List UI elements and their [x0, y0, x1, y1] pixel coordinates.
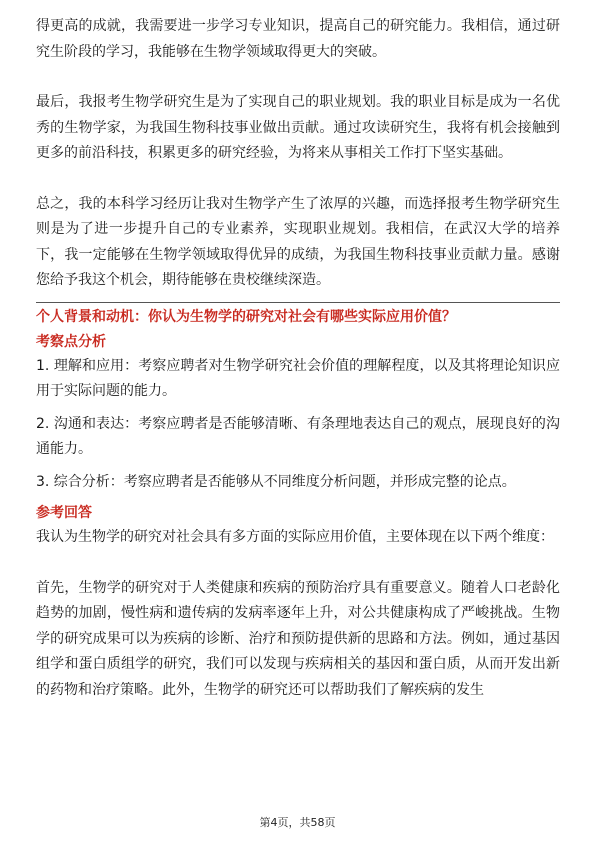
intro-paragraph-3: 总之，我的本科学习经历让我对生物学产生了浓厚的兴趣，而选择报考生物学研究生则是为了进一步提升自己的专业素养，实现职业规划。我相信，在武汉大学的培养下，我一定能够在生物学领域取得优异的成绩，为我国生物科技事业贡献力量。感谢您给予我这个机会，期待能够在贵校继续深造。	[36, 195, 560, 288]
intro-paragraph-2: 最后，我报考生物学研究生是为了实现自己的职业规划。我的职业目标是成为一名优秀的生物学家，为我国生物科技事业做出贡献。通过攻读研究生，我将有机会接触到更多的前沿科技，积累更多的研究经验，为将来从事相关工作打下坚实基础。	[36, 94, 560, 161]
analysis-item-2: 2. 沟通和表达：考察应聘者是否能够清晰、有条理地表达自己的观点，展现良好的沟通能力。	[36, 415, 560, 457]
answer-paragraph-2: 首先，生物学的研究对于人类健康和疾病的预防治疗具有重要意义。随着人口老龄化趋势的加剧，慢性病和遗传病的发病率逐年上升，对公共健康构成了严峻挑战。生物学的研究成果可以为疾病的诊断、治疗和预防提供新的思路和方法。例如，通过基因组学和蛋白质组学的研究，我们可以发现与疾病相关的基因和蛋白质，从而开发出新的药物和治疗策略。此外，生物学的研究还可以帮助我们了解疾病的发生	[36, 579, 560, 698]
analysis-item-1: 1. 理解和应用：考察应聘者对生物学研究社会价值的理解程度，以及其将理论知识应用于实际问题的能力。	[36, 357, 560, 399]
section-divider	[36, 302, 560, 303]
answer-paragraph-1: 我认为生物学的研究对社会具有多方面的实际应用价值，主要体现在以下两个维度：	[36, 529, 554, 545]
analysis-label: 考察点分析	[36, 333, 106, 350]
intro-paragraph-1: 得更高的成就，我需要进一步学习专业知识，提高自己的研究能力。我相信，通过研究生阶段的学习，我能够在生物学领域取得更大的突破。	[36, 18, 560, 60]
analysis-item-3: 3. 综合分析：考察应聘者是否能够从不同维度分析问题，并形成完整的论点。	[36, 473, 516, 490]
answer-label: 参考回答	[36, 505, 92, 521]
question-heading: 个人背景和动机：你认为生物学的研究对社会有哪些实际应用价值？	[36, 308, 456, 325]
document-page	[36, 14, 560, 703]
page-number: 第4页，共58页	[259, 816, 336, 829]
